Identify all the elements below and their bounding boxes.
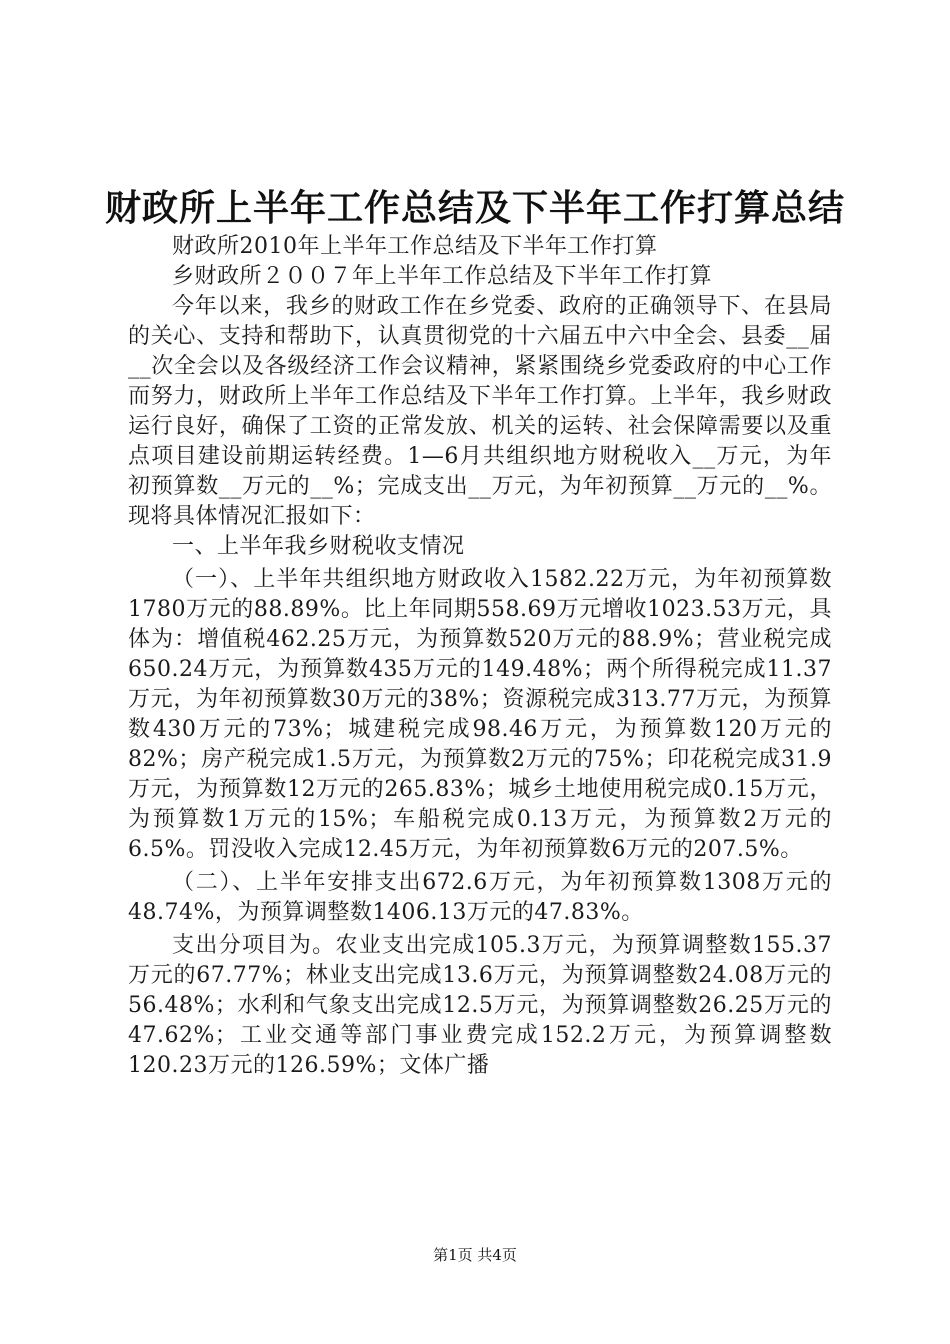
section-heading: 一、上半年我乡财税收支情况 bbox=[172, 534, 465, 559]
document-body bbox=[128, 232, 832, 1081]
page-number-footer: 第1页 共4页 bbox=[433, 1246, 517, 1264]
intro-paragraph: 今年以来，我乡的财政工作在乡党委、政府的正确领导下、在县局的关心、支持和帮助下，认真贯彻党的十六届五中六中全会、县委__届__次全会以及各级经济工作会议精神，紧紧围绕乡党委政府的中心工作而努力，财政所上半年工作总结及下半年工作打算。上半年，我乡财政运行良好，确保了工资的正常发放、机关的运转、社会保障需要以及重点项目建设前期运转经费。1—6月共组织地方财税收入__万元，为年初预算数__万元的__%；完成支出__万元，为年初预算__万元的__%。现将具体情况汇报如下： bbox=[128, 294, 832, 529]
expenditure-items-paragraph: 支出分项目为。农业支出完成105.3万元，为预算调整数155.37万元的67.77%；林业支出完成13.6万元，为预算调整数24.08万元的56.48%；水利和气象支出完成12.5万元，为预算调整数26.25万元的47.62%；工业交通等部门事业费完成152.2万元，为预算调整数120.23万元的126.59%；文体广播 bbox=[128, 933, 832, 1078]
expenditure-paragraph: （二）、上半年安排支出672.6万元，为年初预算数1308万元的48.74%，为预算调整数1406.13万元的47.83%。 bbox=[128, 870, 832, 925]
subtitle-line-2: 乡财政所２００７年上半年工作总结及下半年工作打算 bbox=[172, 264, 713, 289]
subtitle-line-1: 财政所2010年上半年工作总结及下半年工作打算 bbox=[172, 234, 658, 259]
document-title: 财政所上半年工作总结及下半年工作打算总结 bbox=[104, 188, 845, 229]
revenue-paragraph: （一）、上半年共组织地方财政收入1582.22万元，为年初预算数1780万元的88.89%。比上年同期558.69万元增收1023.53万元，具体为：增值税462.25万元，为预算数520万元的88.9%；营业税完成650.24万元，为预算数435万元的149.48%；两个所得税完成11.37万元，为年初预算数30万元的38%；资源税完成313.77万元，为预算数430万元的73%；城建税完成98.46万元，为预算数120万元的82%；房产税完成1.5万元，为预算数2万元的75%；印花税完成31.9万元，为预算数12万元的265.83%；城乡土地使用税完成0.15万元，为预算数1万元的15%；车船税完成0.13万元，为预算数2万元的6.5%。罚没收入完成12.45万元，为年初预算数6万元的207.5%。 bbox=[128, 567, 832, 862]
